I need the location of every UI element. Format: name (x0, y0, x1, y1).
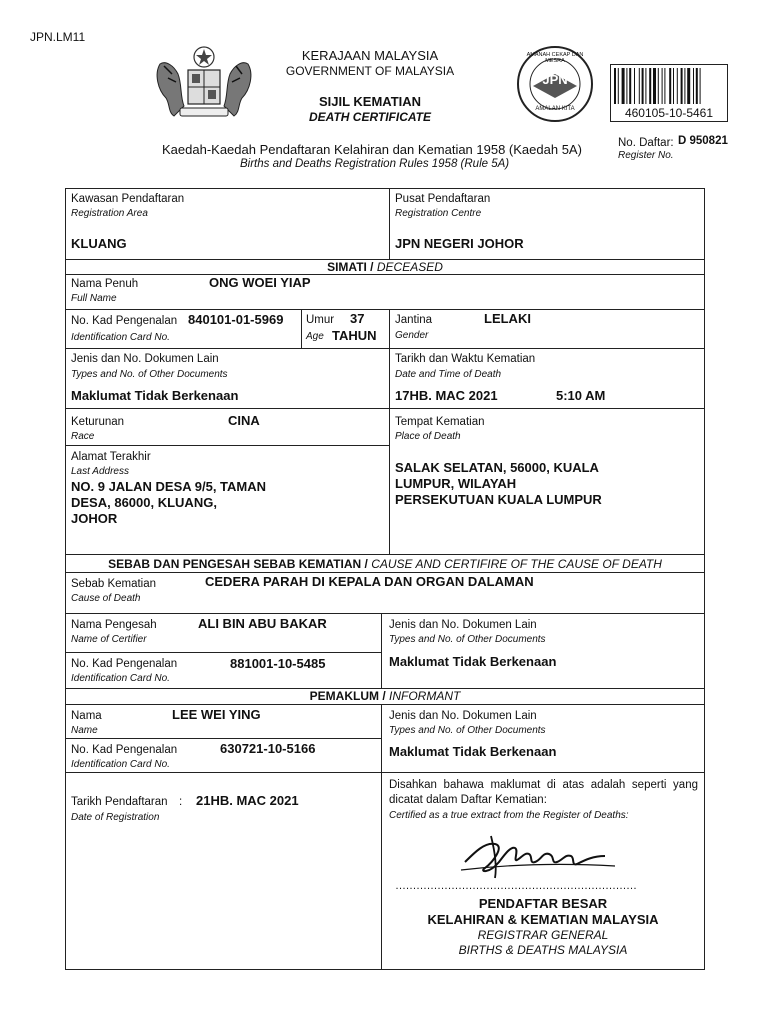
divider (65, 652, 381, 653)
divider (65, 738, 381, 739)
informant-docs-value: Maklumat Tidak Berkenaan (389, 744, 557, 759)
registrar-title-2: KELAHIRAN & KEMATIAN MALAYSIA (427, 912, 659, 927)
last-address-label: Alamat Terakhir (71, 451, 151, 463)
register-number: D 950821 (678, 135, 728, 147)
divider (65, 772, 705, 773)
registration-centre-label-en: Registration Centre (395, 208, 482, 219)
government-ms: KERAJAAN MALAYSIA (301, 48, 439, 63)
informant-section-header (65, 689, 705, 703)
full-name-label: Nama Penuh (71, 278, 139, 290)
last-address-label-en: Last Address (71, 466, 129, 477)
registration-date-colon: : (179, 796, 183, 808)
informant-name-label: Nama (71, 710, 102, 722)
registration-area-label: Kawasan Pendaftaran (71, 193, 185, 205)
death-date-value: 17HB. MAC 2021 (395, 388, 498, 403)
death-time-value: 5:10 AM (556, 388, 606, 403)
cause-section-header (65, 557, 705, 571)
address-line: JOHOR (71, 511, 118, 526)
cause-section-ms: SEBAB DAN PENGESAH SEBAB KEMATIAN / (108, 557, 368, 571)
signature-dotted-line: …………………………………………………………… (395, 880, 637, 892)
full-name-value: ONG WOEI YIAP (209, 275, 311, 290)
registration-date-label: Tarikh Pendaftaran (71, 796, 168, 808)
registration-centre-value: JPN NEGERI JOHOR (395, 236, 524, 251)
title-en: DEATH CERTIFICATE (309, 110, 431, 124)
certifier-docs-label: Jenis dan No. Dokumen Lain (389, 619, 537, 631)
informant-ic-label: No. Kad Pengenalan (71, 744, 178, 756)
cause-of-death-label-en: Cause of Death (71, 593, 141, 604)
divider (65, 572, 705, 573)
death-datetime-label: Tarikh dan Waktu Kematian (395, 353, 536, 365)
cause-of-death-value: CEDERA PARAH DI KEPALA DAN ORGAN DALAMAN (205, 574, 534, 589)
registration-date-value: 21HB. MAC 2021 (196, 793, 299, 808)
place-line: PERSEKUTUAN KUALA LUMPUR (395, 492, 602, 507)
cause-section-en: CAUSE AND CERTIFIRE OF THE CAUSE OF DEATH (371, 557, 662, 571)
race-label-en: Race (71, 431, 95, 442)
registrar-title-1: PENDAFTAR BESAR (478, 896, 608, 911)
age-unit: TAHUN (332, 328, 377, 343)
barcode-number: 460105-10-5461 (624, 106, 714, 120)
rules-en: Births and Deaths Registration Rules 1958 (Rule 5A) (240, 158, 510, 170)
other-docs-value: Maklumat Tidak Berkenaan (71, 388, 239, 403)
certifier-name-label-en: Name of Certifier (71, 634, 147, 645)
informant-name-label-en: Name (71, 725, 98, 736)
death-datetime-label-en: Date and Time of Death (395, 369, 502, 380)
coat-of-arms-emblem (150, 44, 258, 122)
register-label-en: Register No. (618, 150, 674, 161)
registrar-title-en-1: REGISTRAR GENERAL (477, 928, 609, 942)
jpn-seal-logo (515, 44, 595, 124)
registrar-title-en-2: BIRTHS & DEATHS MALAYSIA (458, 943, 628, 957)
certification-en: Certified as a true extract from the Register of Deaths: (389, 810, 629, 821)
informant-docs-label-en: Types and No. of Other Documents (389, 725, 546, 736)
registration-area-label-en: Registration Area (71, 208, 148, 219)
age-label-en: Age (306, 331, 324, 342)
deceased-section-ms: SIMATI / (327, 260, 374, 274)
barcode (610, 64, 728, 122)
registration-area-value: KLUANG (71, 236, 127, 251)
address-line: DESA, 86000, KLUANG, (71, 495, 217, 510)
cause-of-death-label: Sebab Kematian (71, 578, 157, 590)
certifier-name-label: Nama Pengesah (71, 619, 157, 631)
divider (381, 613, 382, 688)
certification-line-1: Disahkan bahawa maklumat di atas adalah seperti yang (389, 779, 698, 791)
divider (65, 445, 389, 446)
divider (65, 554, 705, 555)
other-docs-label: Jenis dan No. Dokumen Lain (71, 353, 219, 365)
last-address-value (71, 479, 266, 527)
registrar-signature (455, 822, 625, 882)
gender-value: LELAKI (484, 311, 531, 326)
certification-line-2: dicatat dalam Daftar Kematian: (389, 794, 547, 806)
title-ms: SIJIL KEMATIAN (318, 94, 422, 109)
certifier-docs-label-en: Types and No. of Other Documents (389, 634, 546, 645)
deceased-section-header (65, 260, 705, 274)
certifier-docs-value: Maklumat Tidak Berkenaan (389, 654, 557, 669)
form-code: JPN.LM11 (30, 30, 86, 44)
seal-top-text: AMANAH CEKAP DAN MESRA (526, 52, 584, 64)
informant-section-en: INFORMANT (389, 689, 461, 703)
divider (389, 309, 390, 554)
registration-centre-label: Pusat Pendaftaran (395, 193, 491, 205)
ic-value: 840101-01-5969 (188, 312, 284, 327)
informant-name-value: LEE WEI YING (172, 707, 261, 722)
age-label: Umur (306, 314, 335, 326)
informant-docs-label: Jenis dan No. Dokumen Lain (389, 710, 537, 722)
place-of-death-label-en: Place of Death (395, 431, 461, 442)
place-line: LUMPUR, WILAYAH (395, 476, 517, 491)
place-of-death-label: Tempat Kematian (395, 416, 485, 428)
gender-label-en: Gender (395, 330, 429, 341)
divider (301, 309, 302, 348)
place-line: SALAK SELATAN, 56000, KUALA (395, 460, 599, 475)
divider (65, 309, 705, 310)
certifier-ic-label-en: Identification Card No. (71, 673, 170, 684)
divider (65, 274, 705, 275)
registration-date-label-en: Date of Registration (71, 812, 160, 823)
rules-ms: Kaedah-Kaedah Pendaftaran Kelahiran dan Kematian 1958 (Kaedah 5A) (162, 142, 582, 157)
informant-ic-label-en: Identification Card No. (71, 759, 170, 770)
race-label: Keturunan (71, 416, 125, 428)
divider (65, 613, 705, 614)
divider (65, 704, 705, 705)
race-value: CINA (228, 413, 260, 428)
divider (65, 408, 705, 409)
ic-label-en: Identification Card No. (71, 332, 170, 343)
government-en: GOVERNMENT OF MALAYSIA (285, 64, 455, 78)
place-of-death-value (395, 460, 602, 508)
seal-bottom-text: AMALAN KITA (535, 106, 575, 112)
informant-section-ms: PEMAKLUM / (309, 689, 386, 703)
full-name-label-en: Full Name (71, 293, 117, 304)
seal-logo-text: JPN (542, 72, 568, 87)
gender-label: Jantina (395, 314, 433, 326)
certifier-name-value: ALI BIN ABU BAKAR (198, 616, 327, 631)
certifier-ic-value: 881001-10-5485 (230, 656, 326, 671)
age-value: 37 (350, 311, 365, 326)
other-docs-label-en: Types and No. of Other Documents (71, 369, 228, 380)
divider (389, 188, 390, 259)
certifier-ic-label: No. Kad Pengenalan (71, 658, 178, 670)
barcode-bars-icon (614, 68, 724, 104)
ic-label: No. Kad Pengenalan (71, 315, 178, 327)
register-label-ms: No. Daftar: (618, 137, 674, 149)
deceased-section-en: DECEASED (376, 260, 443, 274)
divider (65, 348, 705, 349)
address-line: NO. 9 JALAN DESA 9/5, TAMAN (71, 479, 267, 494)
informant-ic-value: 630721-10-5166 (220, 741, 316, 756)
